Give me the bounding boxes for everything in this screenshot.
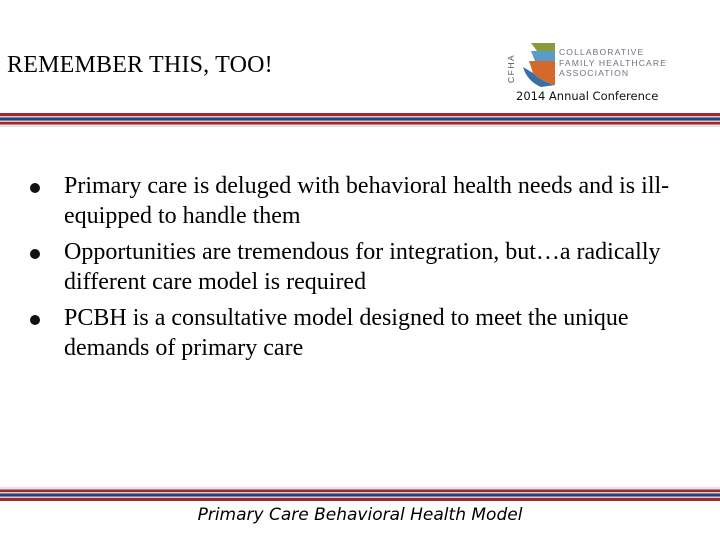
logo-line-1: COLLABORATIVE	[559, 47, 645, 57]
bullet-list	[30, 172, 690, 370]
bullet-dot-icon	[30, 183, 40, 193]
header-stripe	[0, 113, 720, 127]
footer-title: Primary Care Behavioral Health Model	[197, 505, 523, 525]
bullet-dot-icon	[30, 249, 40, 259]
footer-stripe	[0, 487, 720, 501]
bullet-item	[30, 172, 690, 231]
logo-text	[559, 47, 667, 79]
bullet-item	[30, 238, 690, 297]
logo-line-2: FAMILY HEALTHCARE	[559, 57, 668, 68]
bullet-text: Primary care is deluged with behavioral health needs and is ill-equipped to handle them	[64, 173, 670, 229]
conference-label: 2014 Annual Conference	[516, 89, 659, 103]
logo-line-3: ASSOCIATION	[559, 68, 630, 78]
bullet-text: PCBH is a consultative model designed to meet the unique demands of primary care	[64, 305, 629, 361]
slide-title: REMEMBER THIS, TOO!	[7, 52, 273, 78]
bullet-item	[30, 304, 690, 363]
cfha-logo-mark	[506, 37, 559, 89]
svg-text:CFHA: CFHA	[506, 53, 516, 83]
bullet-text: Opportunities are tremendous for integration, but…a radically different care model is required	[64, 239, 661, 295]
bullet-dot-icon	[30, 315, 40, 325]
cfha-logo	[506, 37, 681, 89]
